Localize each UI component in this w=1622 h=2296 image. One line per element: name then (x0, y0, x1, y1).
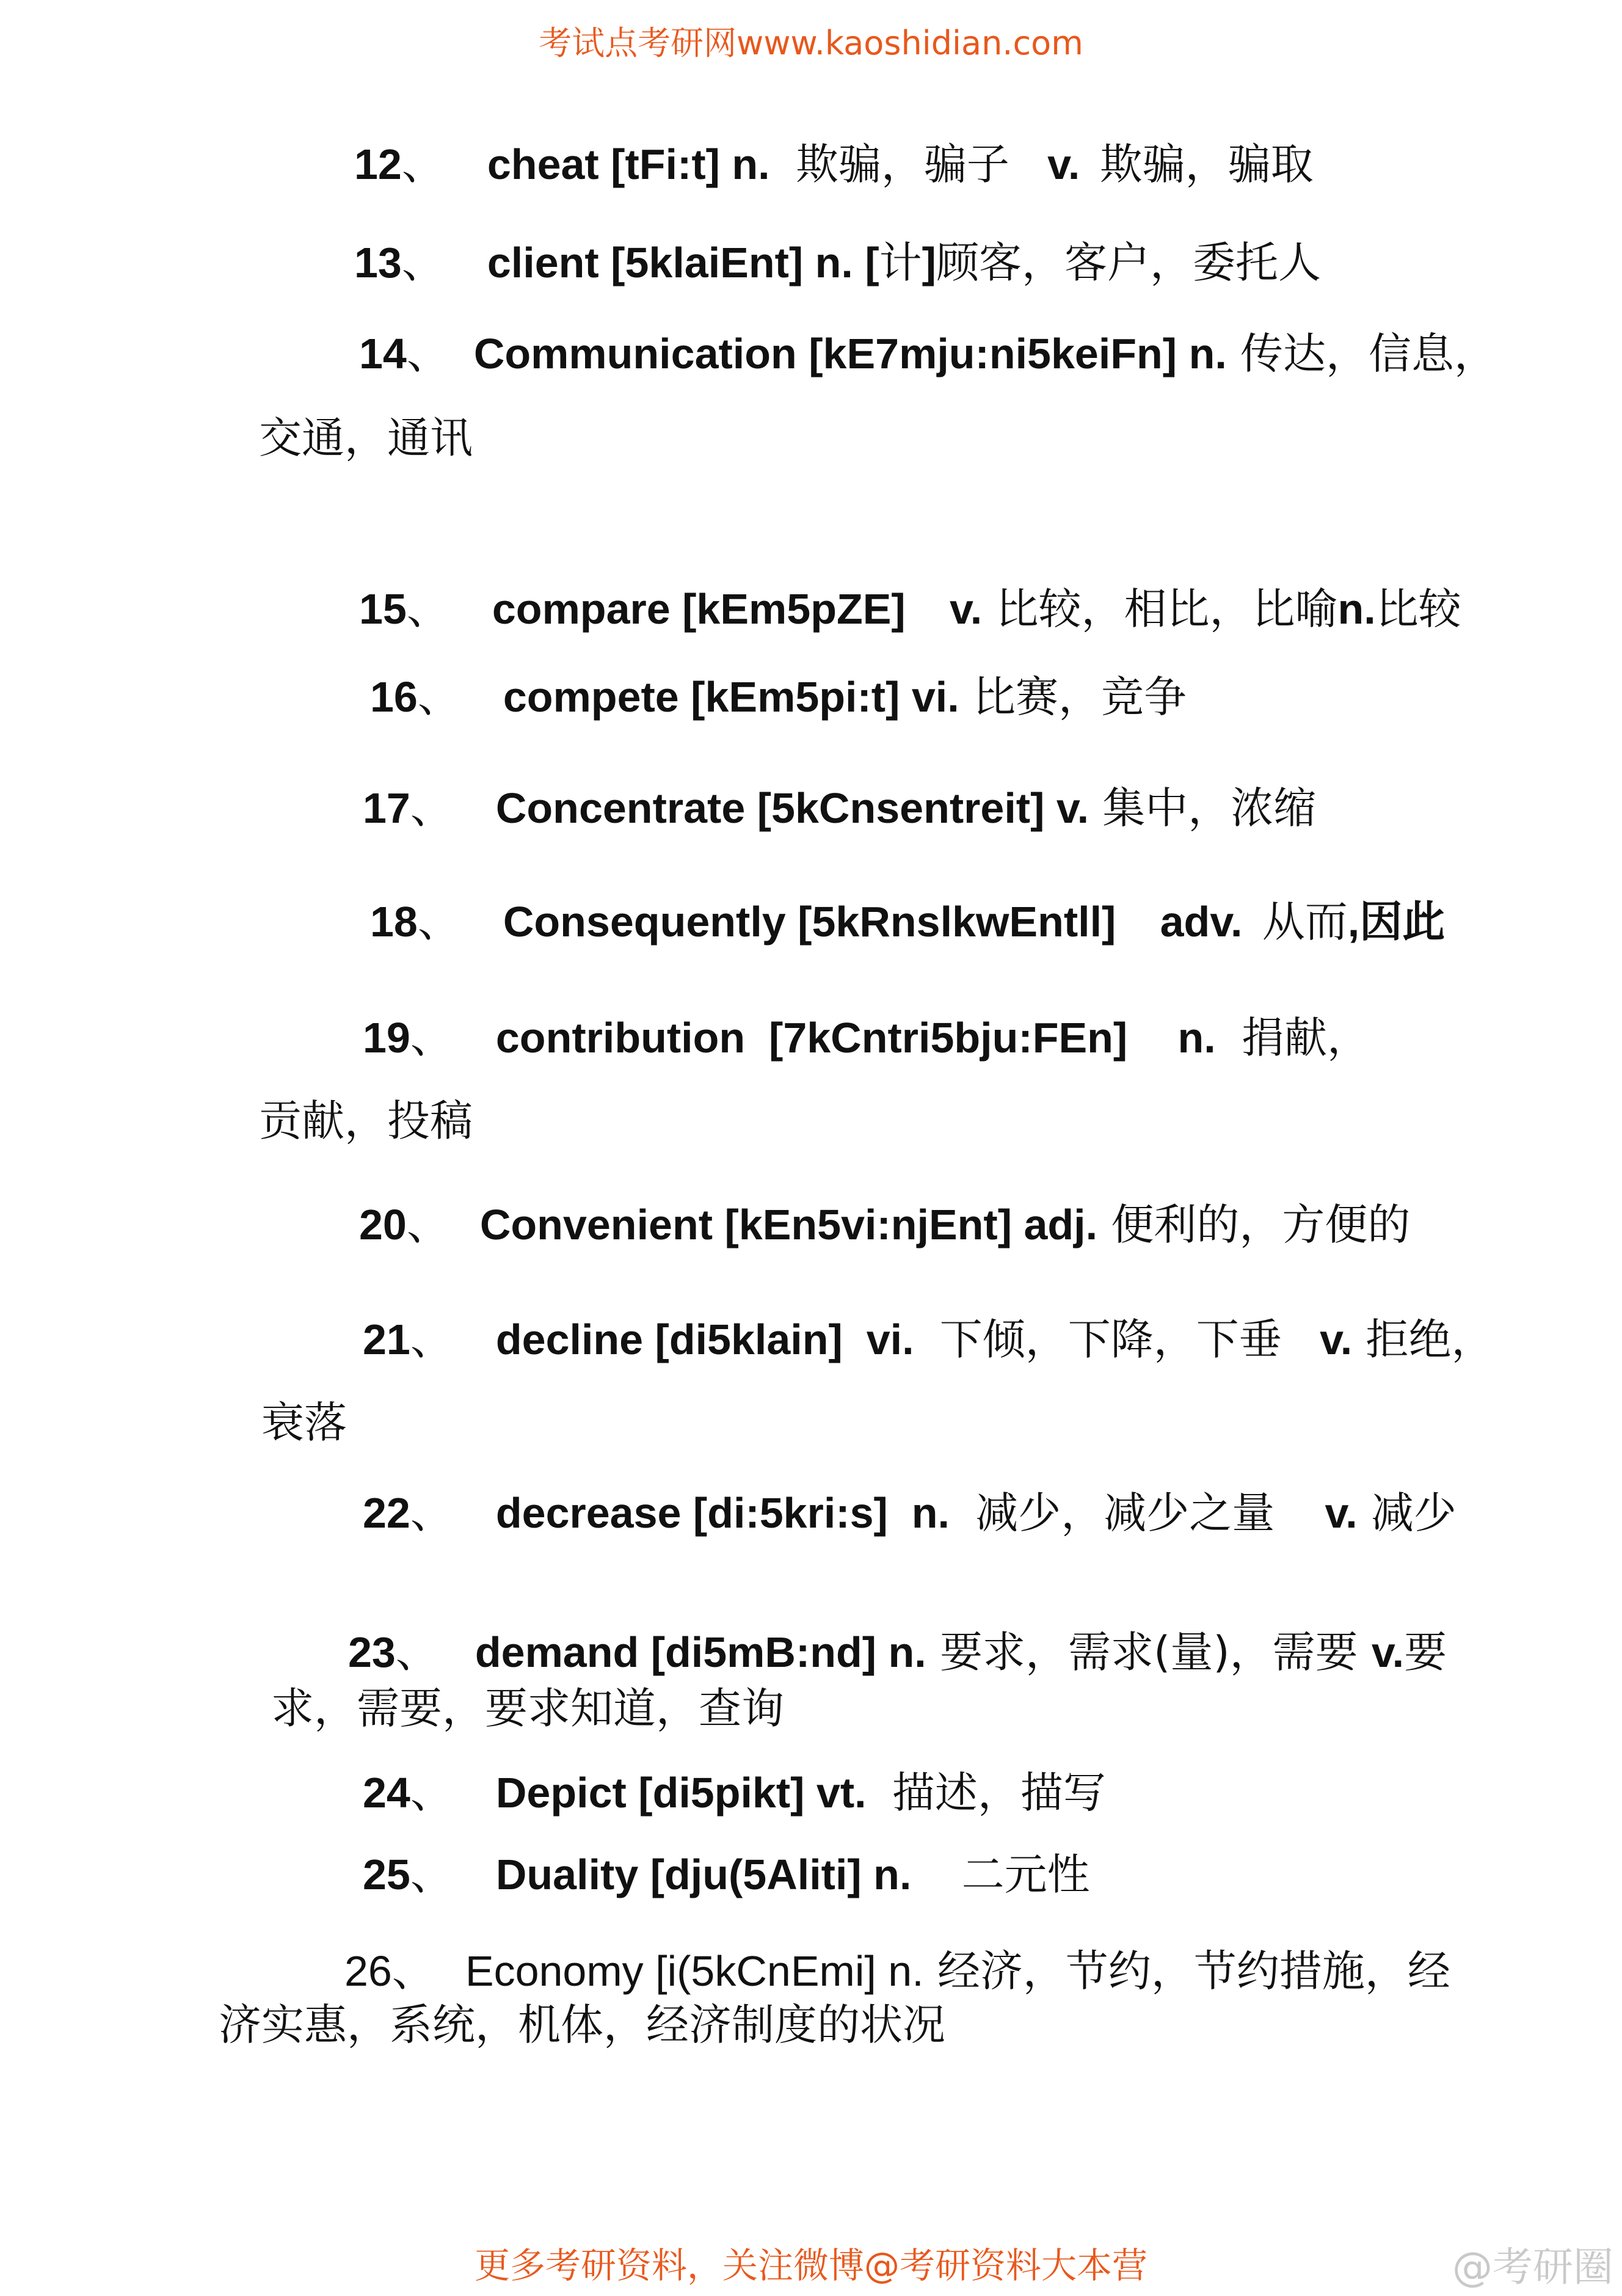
entry-number: 13 (354, 239, 402, 286)
entry-number: 25 (363, 1851, 410, 1898)
entry-definition: 二元性 (961, 1850, 1090, 1900)
entry-pos-2: n. (1337, 585, 1376, 633)
entry-separator: 、 (401, 139, 445, 189)
entry-word: Concentrate [5kCnsentreit] v. (495, 784, 1089, 832)
entry-13 (354, 235, 1321, 290)
entry-word: Duality [dju(5Aliti] n. (495, 1851, 912, 1898)
entry-definition: 传达，信息， (1240, 329, 1497, 379)
entry-definition: 描述，描写 (892, 1768, 1106, 1818)
entry-pos: v. (1371, 1628, 1405, 1676)
entry-number: 22 (363, 1489, 410, 1537)
site-header: 考试点考研网www.kaoshidian.com (539, 24, 1083, 62)
entry-word: contribution [7kCntri5bju:FEn] (495, 1014, 1128, 1062)
entry-separator: 、 (417, 897, 460, 947)
entry-number: 16 (370, 673, 418, 721)
entry-word: decline [di5klain] vi. (495, 1316, 914, 1363)
entry-number: 24 (363, 1769, 410, 1817)
entry-definition-extra: 顾客，客户，委托人 (936, 238, 1321, 288)
entry-definition-extra: 欺骗，骗取 (1099, 139, 1314, 189)
entry-definition: 集中，浓缩 (1102, 783, 1317, 833)
entry-14 (359, 326, 1497, 381)
entry-number: 26 (344, 1947, 392, 1995)
entry-12 (354, 137, 1314, 192)
entry-definition-extra: 捐献， (1241, 1013, 1370, 1063)
entry-number: 14 (359, 330, 407, 377)
entry-definition-extra-2: ,因此 (1347, 898, 1446, 946)
entry-23 (348, 1625, 1447, 1680)
entry-word: Economy [i(5kCnEmi] n. (465, 1947, 924, 1995)
entry-pos: n. (1177, 1014, 1216, 1062)
entry-21-continuation: 衰落 (261, 1398, 347, 1448)
entry-word: client [5klaiEnt] n. [ (487, 239, 879, 286)
entry-22 (363, 1485, 1457, 1540)
entry-separator: 、 (391, 1946, 435, 1996)
entry-pos: v. (1320, 1316, 1353, 1363)
entry-20 (359, 1197, 1410, 1252)
entry-definition-extra: 要 (1404, 1627, 1447, 1677)
entry-separator: 、 (410, 1314, 453, 1365)
entry-word: Depict [di5pikt] vt. (495, 1769, 867, 1817)
entry-number: 12 (354, 140, 402, 188)
watermark: @考研圈 (1452, 2243, 1613, 2291)
entry-definition-extra: 拒绝， (1366, 1314, 1494, 1365)
entry-number: 15 (359, 585, 407, 633)
entry-23-continuation: 求，需要，要求知道，查询 (271, 1683, 784, 1733)
entry-24 (363, 1765, 1106, 1820)
entry-definition-extra: 减少 (1370, 1488, 1457, 1538)
entry-16 (370, 669, 1187, 724)
entry-26-continuation: 济实惠，系统，机体，经济制度的状况 (219, 2000, 945, 2050)
entry-separator: 、 (406, 329, 449, 379)
entry-separator: 、 (406, 584, 449, 634)
entry-pos: v. (1047, 140, 1080, 188)
entry-separator: 、 (406, 1200, 449, 1250)
entry-definition: 减少，减少之量 (975, 1488, 1275, 1538)
entry-number: 23 (348, 1628, 396, 1676)
entry-separator: 、 (410, 1013, 453, 1063)
entry-19 (363, 1010, 1370, 1065)
entry-pos: v. (950, 585, 983, 633)
entry-pos: adv. (1160, 898, 1243, 946)
entry-word: demand [di5mB:nd] n. (475, 1628, 926, 1676)
entry-definition: 欺骗，骗子 (795, 139, 1009, 189)
entry-definition: 要求，需求(量)，需要 (940, 1627, 1358, 1677)
entry-definition-extra: 比较，相比，比喻 (995, 584, 1338, 634)
entry-separator: 、 (417, 672, 460, 722)
entry-definition: 计 (879, 238, 922, 288)
entry-pos: ] (922, 239, 936, 286)
entry-word: Consequently [5kRnslkwEntll] (503, 898, 1116, 946)
entry-15 (359, 581, 1461, 636)
entry-number: 20 (359, 1201, 407, 1248)
entry-word: compete [kEm5pi:t] vi. (503, 673, 959, 721)
entry-word: Communication [kE7mju:ni5keiFn] n. (473, 330, 1227, 377)
entry-number: 17 (363, 784, 410, 832)
site-footer: 更多考研资料，关注微博@考研资料大本营 (474, 2245, 1147, 2286)
entry-separator: 、 (410, 783, 453, 833)
entry-18 (370, 894, 1445, 949)
entry-17 (363, 781, 1316, 836)
entry-14-continuation: 交通，通讯 (259, 413, 473, 463)
entry-21 (363, 1312, 1494, 1367)
entry-separator: 、 (395, 1627, 438, 1677)
entry-word: compare [kEm5pZE] (492, 585, 906, 633)
entry-definition: 便利的，方便的 (1111, 1200, 1411, 1250)
entry-separator: 、 (401, 238, 445, 288)
entry-definition: 下倾，下降，下垂 (939, 1314, 1282, 1365)
entry-definition-extra: 从而 (1262, 897, 1348, 947)
entry-separator: 、 (410, 1850, 453, 1900)
entry-25 (363, 1847, 1090, 1902)
entry-definition-extra-2: 比较 (1375, 584, 1461, 634)
entry-number: 21 (363, 1316, 410, 1363)
entry-definition: 经济，节约，节约措施，经 (937, 1946, 1450, 1996)
entry-definition: 比赛，竞争 (972, 672, 1187, 722)
entry-word: cheat [tFi:t] n. (487, 140, 770, 188)
entry-word: decrease [di:5kri:s] n. (495, 1489, 950, 1537)
entry-separator: 、 (410, 1768, 453, 1818)
entry-number: 18 (370, 898, 418, 946)
entry-number: 19 (363, 1014, 410, 1062)
entry-separator: 、 (410, 1488, 453, 1538)
entry-word: Convenient [kEn5vi:njEnt] adj. (479, 1201, 1098, 1248)
entry-26 (344, 1944, 1450, 1999)
entry-pos: v. (1325, 1489, 1358, 1537)
entry-19-continuation: 贡献，投稿 (259, 1096, 473, 1146)
